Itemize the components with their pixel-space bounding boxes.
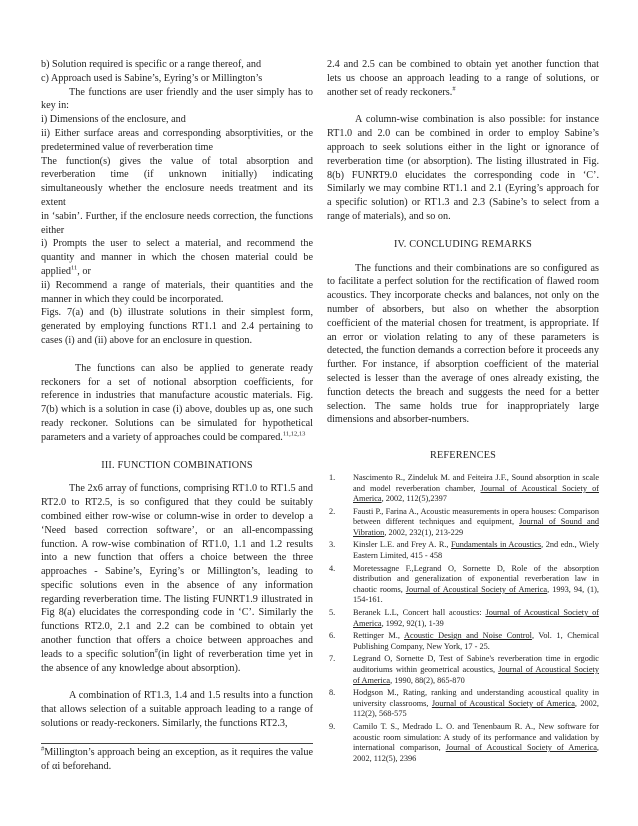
reference-source: Journal of Acoustical Society of America bbox=[405, 584, 548, 594]
footnote-text: Millington’s approach being an exception, as it requires the value of bbox=[41, 746, 313, 772]
footnote bbox=[41, 746, 313, 774]
reference-text bbox=[353, 722, 599, 764]
section-heading: III. FUNCTION COMBINATIONS bbox=[101, 459, 253, 471]
reference-authors-title: Moretessagne F.,Legrand O, Sornette D, Role of the absorption distribution and generalization of exponential reverberation law in chaotic rooms, bbox=[353, 563, 599, 594]
reference-text bbox=[353, 654, 599, 686]
body-paragraph bbox=[41, 237, 313, 278]
reference-details: , 1990, 88(2), 865-870 bbox=[390, 675, 465, 685]
references-heading: REFERENCES bbox=[430, 450, 496, 462]
reference-item bbox=[327, 654, 599, 686]
body-paragraph: A column-wise combination is also possible: for instance RT1.0 and 2.0 can be combined in order to employ Sabine’s approach to seek solutions either in the light or ignorance of reverberation time (or absorption). The listing illustrated in Fig. 8(b) FUNRT9.0 elucidates the corresponding code in ‘C’. Similarly we may combine RT1.1 and 2.1 (Eyring’s approach for a specific solution) or RT1.3 and 2.3 (Sabine’s to select from a range of materials), and so on. bbox=[327, 114, 599, 222]
reference-text bbox=[353, 507, 599, 539]
references-list bbox=[327, 473, 599, 764]
reference-number: 5. bbox=[329, 608, 336, 618]
reference-authors-title: Kinsler L.E. and Frey A. R., bbox=[353, 540, 451, 550]
reference-details: , 2002, 232(1), 213-229 bbox=[384, 527, 464, 537]
footnote-text: i beforehand. bbox=[57, 760, 112, 772]
reference-source: Journal of Acoustical Society of America bbox=[431, 698, 575, 708]
body-paragraph: b) Solution required is specific or a range thereof, and bbox=[41, 59, 262, 70]
body-paragraph: i) Dimensions of the enclosure, and bbox=[41, 114, 186, 126]
reference-authors-title: Hodgson M., Rating, ranking and understanding acoustical quality in university classrooms, bbox=[353, 688, 599, 708]
reference-text bbox=[353, 688, 599, 720]
paragraph-text: 2.4 and 2.5 can be combined to obtain yet another function that lets us choose an approach leading to a range of solutions, or another set of ready reckoners. bbox=[327, 59, 599, 98]
reference-source: Acoustic Design and Noise Control bbox=[404, 631, 532, 641]
reference-item bbox=[327, 722, 599, 764]
body-paragraph: in ‘sabin’. Further, if the enclosure needs correction, the functions either bbox=[41, 210, 313, 236]
reference-details: , 2002, 112(2), 568-575 bbox=[353, 698, 599, 719]
citation-superscript: 11,12,13 bbox=[282, 430, 306, 438]
body-paragraph: ii) Recommend a range of materials, their quantities and the manner in which they could be incorporated. bbox=[41, 279, 313, 305]
paragraph-text: (in light of reverberation time yet in the absence of any knowledge about absorption). bbox=[41, 648, 313, 674]
reference-number: 4. bbox=[329, 563, 336, 573]
body-paragraph bbox=[41, 482, 313, 675]
body-paragraph: ii) Either surface areas and corresponding absorptivities, or the predetermined value of reverberation time bbox=[41, 127, 313, 153]
body-paragraph: The functions are user friendly and the user simply has to key in: bbox=[41, 86, 313, 112]
reference-item bbox=[327, 564, 599, 606]
reference-number: 1. bbox=[329, 472, 336, 482]
paragraph-text: The 2x6 array of functions, comprising RT1.0 to RT1.5 and RT2.0 to RT2.5, is so configured that they could be suitably combined either row-wise or column-wise in order to develop a ‘Need based correction software’, or an all-encompassing function. A row-wise combination of RT1.0, 1.1 and 1.2 results into a new function that offers a choice between the three approaches - Sabine’s, Eyring’s or Millington’s, leading to specific solutions even in the absence of any information regarding reverberation time. The listing FUNRT1.9 illustrated in Fig 8(a) elucidates the corresponding code in ‘C’. Similarly the functions RT2.0, 2.1 and 2.2 can be combined to obtain yet another function that offers a choice between approaches and leads to a specific solution bbox=[41, 483, 313, 660]
paragraph-text: , or bbox=[77, 265, 91, 277]
reference-text bbox=[353, 608, 599, 629]
reference-source: Journal of Acoustical Society of America bbox=[445, 743, 597, 753]
body-paragraph: c) Approach used is Sabine’s, Eyring’s or Millington’s bbox=[41, 72, 263, 84]
left-column bbox=[41, 58, 313, 773]
reference-source: Journal of Acoustical Society of America bbox=[353, 483, 599, 504]
reference-item bbox=[327, 473, 599, 505]
reference-number: 6. bbox=[329, 631, 336, 641]
reference-source: Journal of Sound and Vibration bbox=[353, 517, 600, 537]
reference-number: 2. bbox=[329, 506, 336, 516]
reference-details: , Vol. 1, Chemical Publishing Company, New York, 17 - 25. bbox=[353, 631, 599, 651]
reference-text bbox=[353, 473, 599, 505]
section-heading: IV. CONCLUDING REMARKS bbox=[393, 238, 533, 250]
reference-text bbox=[353, 631, 599, 652]
reference-source: Journal of Acoustical Society of America bbox=[353, 665, 600, 685]
reference-details: , 2nd edn., Wiely Eastern Limited, 415 - 458 bbox=[353, 540, 599, 561]
reference-authors-title: Rettinger M., bbox=[353, 631, 405, 641]
reference-authors-title: Beranek L.L, Concert hall acoustics: bbox=[353, 608, 486, 618]
right-column bbox=[327, 58, 599, 766]
reference-details: , 2002, 112(5), 2396 bbox=[353, 743, 599, 763]
reference-authors-title: Camilo T. S., Medrado L. O. and Tenenbaum R. A., New software for acoustic room simulation: A study of its performance and validation by international comparison, bbox=[353, 721, 599, 753]
reference-details: , 2002, 112(5),2397 bbox=[381, 494, 447, 504]
reference-details: , 1992, 92(1), 1-39 bbox=[381, 618, 444, 628]
reference-item bbox=[327, 688, 599, 720]
body-paragraph: The functions and their combinations are so configured as to facilitate a perfect solution for the rectification of flawed room acoustics. They incorporate checks and balances, not only on the number of absorbers, but also on whether the absorption coefficient of the material chosen for treatment, is appropriate. If an error or violation relating to any of these parameters is detected, the function demands a correction before it proceeds any further. For instance, if absorption coefficient of the material selected is lesser than the average of ones already existing, the function detects the breach and suggests the need for a better selection. The same holds true for inappropriately large dimensions and absorber-numbers. bbox=[327, 262, 599, 426]
body-paragraph: Figs. 7(a) and (b) illustrate solutions in their simplest form, generated by employing functions RT1.1 and 2.4 pertaining to cases (i) and (ii) above for an enclosure in question. bbox=[41, 307, 313, 346]
reference-details: , 1993, 94, (1), 154-161. bbox=[353, 584, 599, 605]
reference-authors-title: Fausti P., Farina A., Acoustic measurements in opera houses: Comparison between different techniques and equipment, bbox=[353, 506, 599, 527]
reference-item bbox=[327, 540, 599, 561]
body-paragraph: A combination of RT1.3, 1.4 and 1.5 results into a function that allows selection of a suitable approach leading to a range of solutions or ready-reckoners. Similarly, the functions RT2.3, bbox=[41, 690, 313, 730]
paragraph-text: i) Prompts the user to select a material, and recommend the quantity and manner in which the chosen material could be applied bbox=[41, 238, 313, 277]
reference-number: 8. bbox=[329, 688, 336, 698]
body-paragraph: The function(s) gives the value of total absorption and reverberation time (if unknown initially) indicating simultaneously whether the enclosure needs treatment and its extent bbox=[41, 155, 313, 208]
citation-superscript: 11 bbox=[71, 264, 78, 272]
reference-item bbox=[327, 608, 599, 629]
footnote-marker: # bbox=[41, 745, 45, 753]
footnote-marker: # bbox=[154, 647, 158, 655]
reference-authors-title: Nascimento R., Zindeluk M. and Feiteira J.F., Sound absorption in scale and model reverberation chamber, bbox=[353, 472, 599, 493]
reference-text bbox=[353, 540, 599, 561]
reference-item bbox=[327, 507, 599, 539]
footnote-divider bbox=[41, 743, 313, 744]
body-paragraph bbox=[41, 362, 313, 445]
alpha-symbol: α bbox=[52, 760, 58, 772]
reference-authors-title: Legrand O, Sornette D, Test of Sabine's reverberation time in ergodic auditoriums within geometrical acoustics, bbox=[353, 654, 599, 675]
reference-source: Fundamentals in Acoustics bbox=[450, 540, 542, 550]
reference-source: Journal of Acoustical Society of America bbox=[353, 608, 599, 628]
body-paragraph bbox=[327, 58, 599, 99]
reference-number: 7. bbox=[329, 654, 336, 664]
footnote-marker: # bbox=[452, 85, 456, 93]
reference-number: 9. bbox=[329, 721, 336, 731]
reference-text bbox=[353, 564, 599, 606]
reference-number: 3. bbox=[329, 540, 336, 550]
reference-item bbox=[327, 631, 599, 652]
paragraph-text: The functions can also be applied to generate ready reckoners for a set of notional absorption coefficients, for reference in industries that manufacture acoustic materials. Fig. 7(b) which is a solution in case (i) above, doubles up as, one such ready reckoner. Solutions can be simulated for hypothetical parameters and a variety of approaches could be compared. bbox=[41, 362, 313, 443]
